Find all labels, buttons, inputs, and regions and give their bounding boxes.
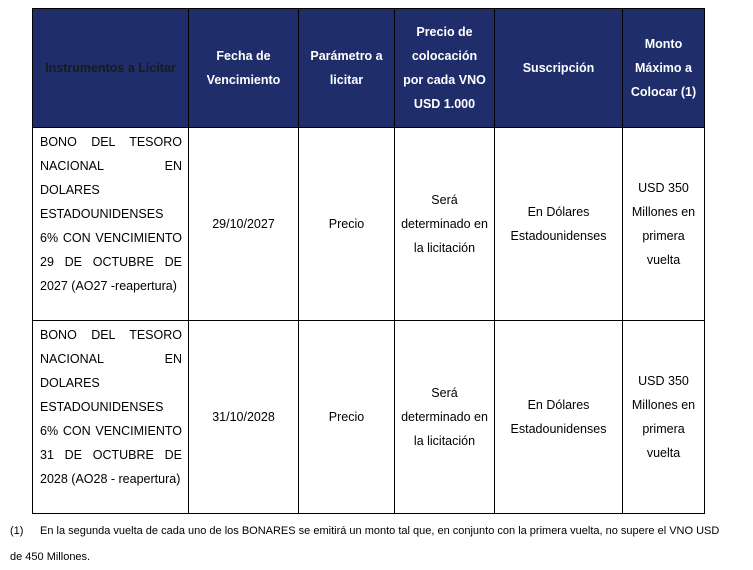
parameter-cell: Precio [299, 321, 395, 514]
header-max-amount: Monto Máximo a Colocar (1) [623, 9, 705, 128]
price-cell: Será determinado en la licitación [395, 321, 495, 514]
maturity-cell: 31/10/2028 [189, 321, 299, 514]
instrument-cell: BONO DEL TESORO NACIONAL EN DOLARES ESTADOUNIDENSES 6% CON VENCIMIENTO 31 DE OCTUBRE DE 2028 (AO28 - reapertura) [33, 321, 189, 514]
max-amount-cell: USD 350 Millones en primera vuelta [623, 128, 705, 321]
instruments-table [32, 8, 705, 514]
subscription-cell: En Dólares Estadounidenses [495, 128, 623, 321]
subscription-cell: En Dólares Estadounidenses [495, 321, 623, 514]
instrument-cell: BONO DEL TESORO NACIONAL EN DOLARES ESTADOUNIDENSES 6% CON VENCIMIENTO 29 DE OCTUBRE DE 2027 (AO27 -reapertura) [33, 128, 189, 321]
header-maturity-date: Fecha de Vencimiento [189, 9, 299, 128]
price-cell: Será determinado en la licitación [395, 128, 495, 321]
max-amount-cell: USD 350 Millones en primera vuelta [623, 321, 705, 514]
maturity-cell: 29/10/2027 [189, 128, 299, 321]
header-placement-price: Precio de colocación por cada VNO USD 1.000 [395, 9, 495, 128]
header-subscription: Suscripción [495, 9, 623, 128]
header-bid-parameter: Parámetro a licitar [299, 9, 395, 128]
header-instruments: Instrumentos a Licitar [33, 9, 189, 128]
footnote-text: En la segunda vuelta de cada uno de los BONARES se emitirá un monto tal que, en conjunto con la primera vuelta, no supere el VNO USD de 450 Millones. [10, 525, 720, 563]
table-row [33, 321, 705, 514]
header-row [33, 9, 705, 128]
footnote-number: (1) [10, 525, 24, 537]
footnote [10, 518, 728, 570]
table-row [33, 128, 705, 321]
parameter-cell: Precio [299, 128, 395, 321]
